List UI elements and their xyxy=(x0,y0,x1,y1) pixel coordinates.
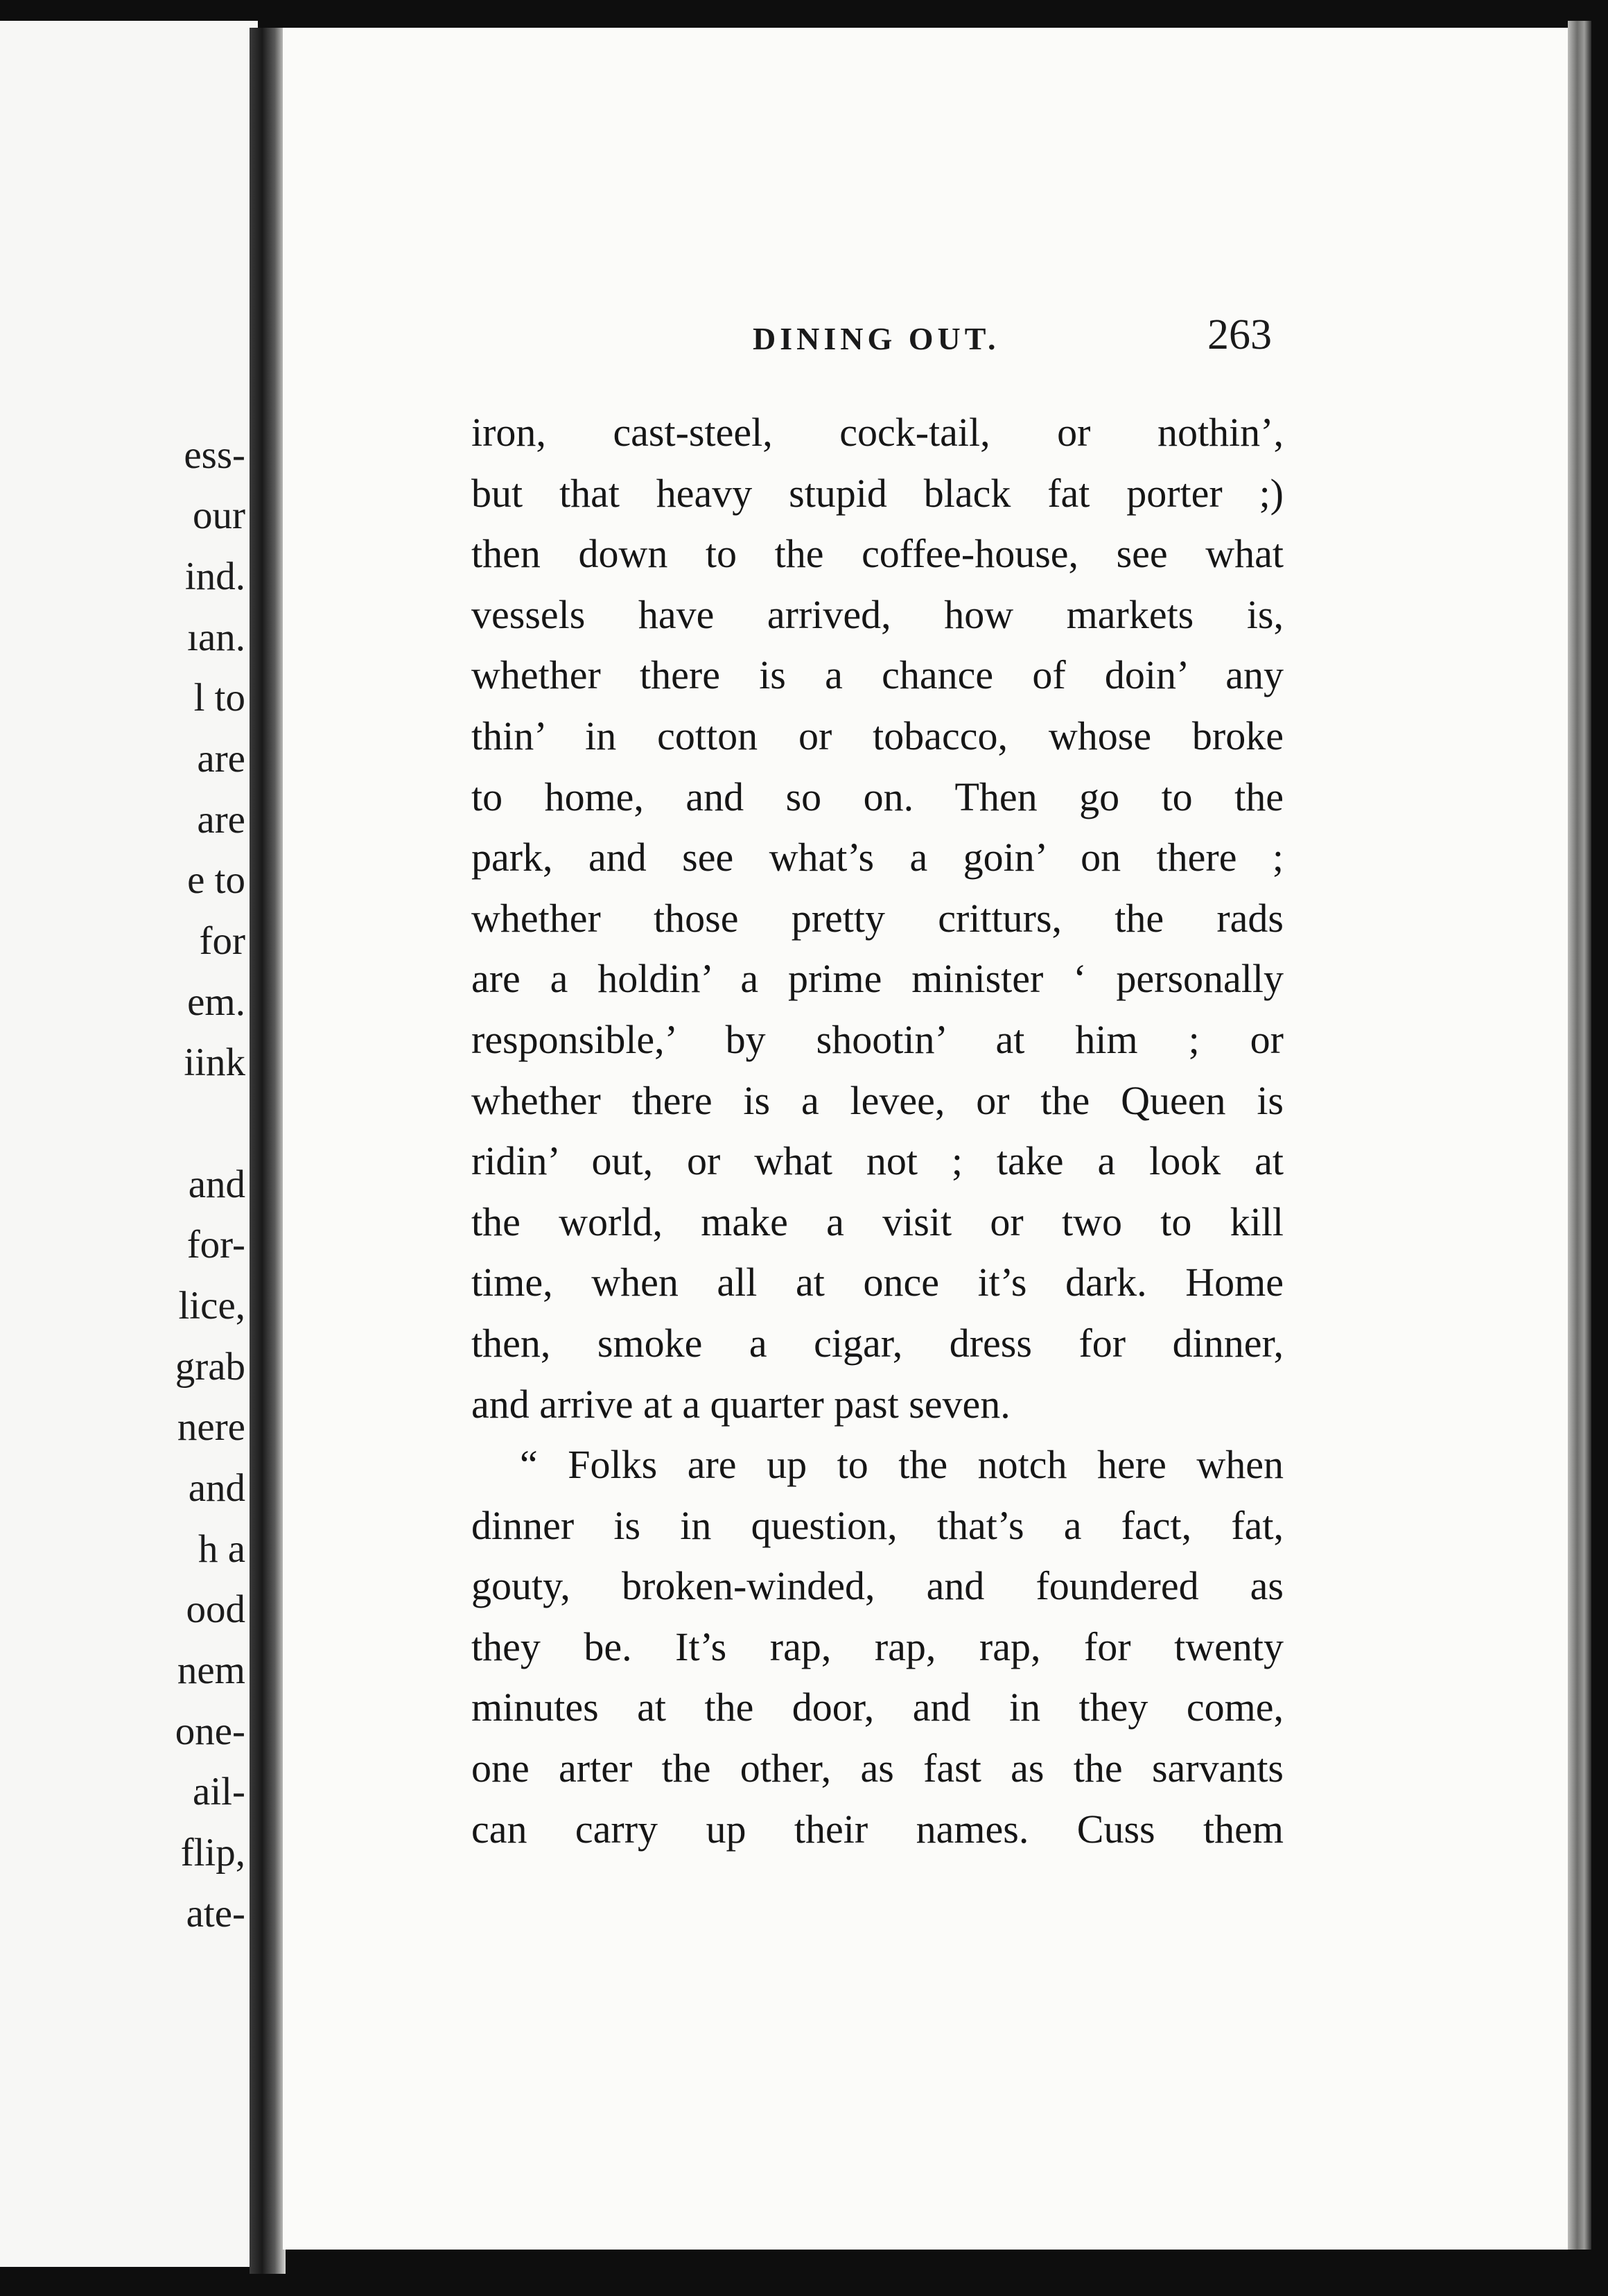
text-line: to home, and so on. Then go to the xyxy=(471,774,1284,819)
text-line: responsible,’ by shootin’ at him ; or xyxy=(471,1016,1284,1062)
text-line: vessels have arrived, how markets is, xyxy=(471,591,1284,637)
facing-page xyxy=(0,21,258,2267)
text-line: time, when all at once it’s dark. Home xyxy=(471,1260,1284,1305)
facing-line-fragment: e to xyxy=(187,858,245,902)
text-line: dinner is in question, that’s a fact, fat, xyxy=(471,1502,1284,1548)
body-text xyxy=(471,402,1284,1859)
text-line: whether there is a chance of doin’ any xyxy=(471,652,1284,698)
facing-line-fragment: nere xyxy=(177,1405,245,1449)
text-line: whether those pretty critturs, the rads xyxy=(471,895,1284,941)
facing-line-fragment: h a xyxy=(198,1527,245,1571)
facing-line-fragment: are xyxy=(197,798,245,842)
facing-line-fragment: ind. xyxy=(184,555,245,598)
text-line: they be. It’s rap, rap, rap, for twenty xyxy=(471,1624,1284,1669)
running-head: DINING OUT. xyxy=(753,321,1000,356)
facing-line-fragment: ood xyxy=(186,1588,245,1631)
facing-line-fragment: nem xyxy=(177,1649,245,1692)
facing-line-fragment: flip, xyxy=(180,1831,245,1875)
facing-line-fragment: one- xyxy=(175,1710,245,1753)
facing-line-fragment: l to xyxy=(193,676,245,720)
text-line: minutes at the door, and in they come, xyxy=(471,1685,1284,1730)
facing-line-fragment: ate- xyxy=(186,1892,245,1936)
text-line: then, smoke a cigar, dress for dinner, xyxy=(471,1320,1284,1366)
book-gutter xyxy=(250,28,286,2274)
text-line: but that heavy stupid black fat porter ;) xyxy=(471,470,1284,516)
facing-line-fragment: are xyxy=(197,737,245,781)
text-line: thin’ in cotton or tobacco, whose broke xyxy=(471,713,1284,758)
text-line: gouty, broken-winded, and foundered as xyxy=(471,1563,1284,1609)
facing-line-fragment: ail- xyxy=(193,1770,245,1814)
facing-line-fragment: for xyxy=(199,919,245,963)
text-line: and arrive at a quarter past seven. xyxy=(471,1381,1011,1427)
facing-line-fragment: lice, xyxy=(178,1284,245,1328)
facing-line-fragment: iink xyxy=(184,1041,245,1084)
facing-line-fragment: our xyxy=(193,494,245,537)
paragraph-start-line: “ Folks are up to the notch here when xyxy=(520,1442,1284,1488)
page-edge xyxy=(1568,21,1591,2250)
text-line: the world, make a visit or two to kill xyxy=(471,1199,1284,1244)
text-line: then down to the coffee-house, see what xyxy=(471,531,1284,577)
text-line: ridin’ out, or what not ; take a look at xyxy=(471,1138,1284,1184)
facing-line-fragment: ıan. xyxy=(187,616,245,659)
text-line: whether there is a levee, or the Queen is xyxy=(471,1077,1284,1123)
facing-line-fragment: and xyxy=(188,1466,245,1510)
text-line: can carry up their names. Cuss them xyxy=(471,1806,1284,1852)
page-number: 263 xyxy=(1207,311,1272,358)
text-line: one arter the other, as fast as the sarvants xyxy=(471,1746,1284,1791)
facing-line-fragment: em. xyxy=(187,980,245,1024)
text-line: are a holdin’ a prime minister ‘ personally xyxy=(471,956,1284,1002)
facing-line-fragment: and xyxy=(188,1163,245,1206)
text-line: iron, cast-steel, cock-tail, or nothin’, xyxy=(471,410,1284,455)
facing-line-fragment: ess- xyxy=(184,433,245,477)
text-line: park, and see what’s a goin’ on there ; xyxy=(471,835,1284,880)
facing-line-fragment: for- xyxy=(186,1223,245,1267)
facing-line-fragment: grab xyxy=(175,1345,245,1389)
